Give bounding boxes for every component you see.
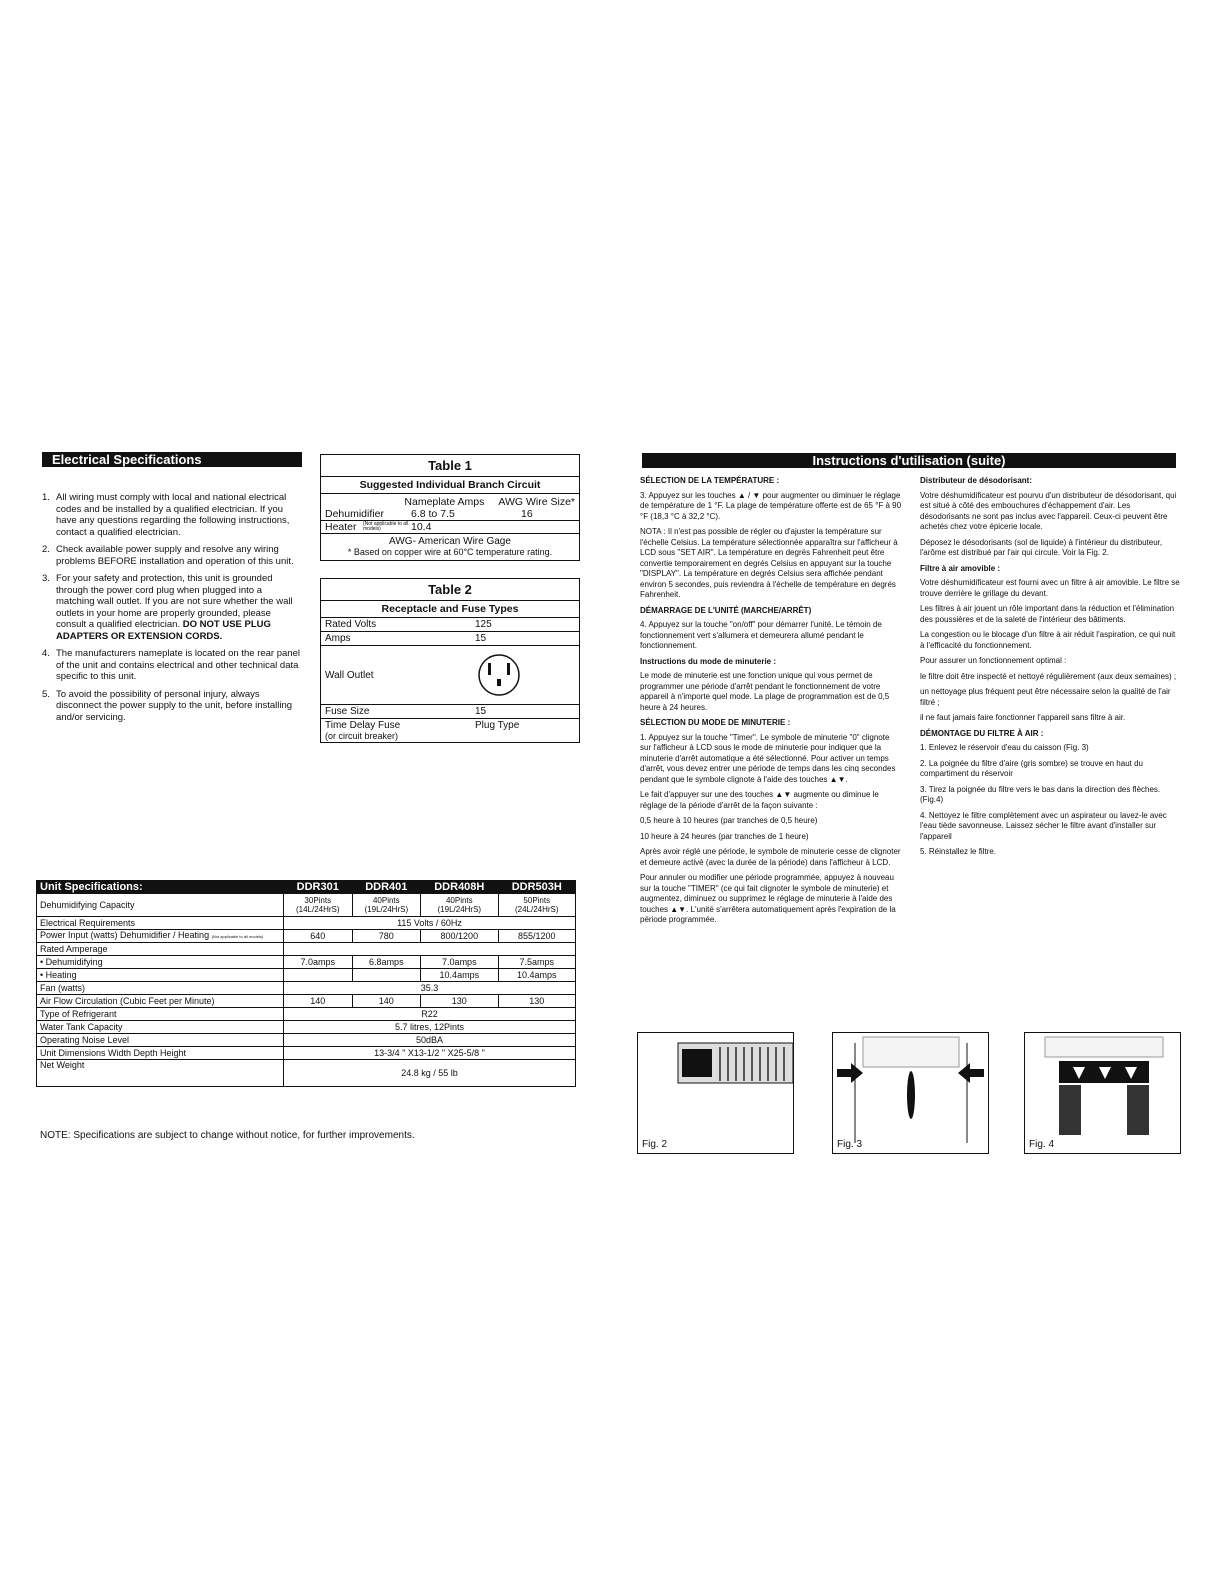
electrical-specs-header: Electrical Specifications [42, 452, 302, 467]
table-row: • Heating 10.4amps 10.4amps [37, 969, 576, 982]
table-row: Water Tank Capacity 5.7 litres, 12Pints [37, 1021, 576, 1034]
paragraph: 4. Nettoyez le filtre complètement avec un aspirateur ou lavez-le avec l'eau tiède savonneuse. Laissez sécher le filtre avant d'installer sur l'appareil [920, 810, 1167, 841]
paragraph: NOTA : Il n'est pas possible de régler ou d'ajuster la température sur l'échelle Celsius. La température sélectionnée apparaîtra sur l'afficheur à LCD sous "SET AIR". La température en degrés Fahrenheit peut être convertie temporairement en degrés Celsius en appuyant sur la touche "DISPLAY". La température en degrés Celsius sera affichée pendant environ 5 secondes, puis reviendra à l'échelle de température en degrés Fahrenheit. [640, 527, 898, 599]
paragraph: Pour assurer un fonctionnement optimal : [920, 656, 1067, 665]
table-row: • Dehumidifying 7.0amps 6.8amps 7.0amps 7.5amps [37, 956, 576, 969]
section-heading: SÉLECTION DE LA TEMPÉRATURE : [640, 476, 780, 485]
list-item: 3. For your safety and protection, this unit is grounded through the power cord plug when plugged into a matching wall outlet. If you are not sure whether the wall outlets in your home are properly grounded, please consult a qualified electrician. DO NOT USE PLUG ADAPTERS OR EXTENSION CORDS. [42, 573, 293, 642]
list-item: 1. All wiring must comply with local and national electrical codes and be installed by a qualified electrician. If you have any questions regarding the following instructions, contact a qualified electrician. [42, 492, 290, 538]
paragraph: un nettoyage plus fréquent peut être nécessaire selon la qualité de l'air filtré ; [920, 687, 1171, 707]
table-row: Type of Refrigerant R22 [37, 1008, 576, 1021]
table-2-subtitle: Receptacle and Fuse Types [321, 601, 579, 618]
electrical-list [42, 492, 300, 729]
paragraph: Les filtres à air jouent un rôle important dans la réduction et l'élimination des poussières et de la saleté de l'intérieur des bâtiments. [920, 604, 1175, 624]
paragraph: Pour annuler ou modifier une période programmée, appuyez à nouveau sur la touche "TIMER" (ce qui fait clignoter le symbole de minuterie) et augmentez, diminuez ou supprimez le réglage de minuterie à l'aide des touches ▲▼. L'unité s'arrêtera automatiquement après l'expiration de la période programmée. [640, 873, 896, 924]
figure-3-label: Fig. 3 [837, 1139, 863, 1150]
paragraph: Le fait d'appuyer sur une des touches ▲▼ augmente ou diminue le réglage de la période d'arrêt de la façon suivante : [640, 790, 879, 810]
paragraph: il ne faut jamais faire fonctionner l'appareil sans filtre à air. [920, 713, 1126, 722]
figure-4 [1024, 1032, 1181, 1154]
figure-4-label: Fig. 4 [1029, 1139, 1055, 1150]
warning-text: DO NOT USE PLUG ADAPTERS OR EXTENSION CORDS. [56, 619, 271, 642]
instructions-column-1 [640, 476, 902, 931]
paragraph: 0,5 heure à 10 heures (par tranches de 0,5 heure) [640, 816, 818, 825]
paragraph: 3. Tirez la poignée du filtre vers le bas dans la direction des flèches. (Fig.4) [920, 784, 1161, 804]
table-1-subtitle: Suggested Individual Branch Circuit [321, 477, 579, 494]
unit-specifications-table: Unit Specifications: DDR301 DDR401 DDR408H DDR503H Dehumidifying Capacity 30Pints (14L/24HrS) 40Pints (19L/24HrS) 40Pints (19L/24HrS) 50Pints (24L/24HrS) Electrical Requirements 115 Volts / 60Hz Power Input (watts) Dehumidifier / Heating (Not applicable to all models) 640 780 800/1200 855/1200 Rated Amperage • Dehumidifying 7.0amps 6.8amps 7.0amps 7.5amps • Heating 10.4amps 10.4amps Fan (watts) 35.3 Air Flow Circulation (Cubic Feet per Minute) 140 140 130 130 Type of Refrigerant R22 Water Tank Capacity 5.7 litres, 12Pints Operating Noise Level 50dBA Unit Dimensions Width Depth Height 13-3/4 " X13-1/2 " X25-5/8 " Net Weight 24.8 kg / 55 lb [36, 880, 576, 1087]
paragraph: 4. Appuyez sur la touche "on/off" pour démarrer l'unité. Le témoin de fonctionnement vert s'allumera et demeurera allumé pendant le fonctionnement. [640, 620, 882, 650]
paragraph: 10 heure à 24 heures (par tranches de 1 heure) [640, 831, 809, 841]
paragraph: 5. Réinstallez le filtre. [920, 847, 997, 856]
specs-note: NOTE: Specifications are subject to change without notice, for further improvements. [40, 1130, 415, 1141]
figure-2-label: Fig. 2 [642, 1139, 668, 1150]
instructions-column-2 [920, 476, 1180, 863]
section-heading: DÉMARRAGE DE L'UNITÉ (MARCHE/ARRÊT) [640, 605, 812, 615]
table-1-title: Table 1 [321, 455, 579, 477]
paragraph: Le mode de minuterie est une fonction unique qui vous permet de programmer une période d'arrêt pendant le fonctionnement de votre appareil à n'importe quel mode. La plage de programmation est de 0,5 heure à 24 heures. [640, 671, 890, 712]
outlet-icon [475, 651, 523, 699]
table-row: Dehumidifying Capacity 30Pints (14L/24HrS) 40Pints (19L/24HrS) 40Pints (19L/24HrS) 50Pints (24L/24HrS) [37, 894, 576, 917]
filter-removal-illustration-icon [1025, 1033, 1180, 1143]
paragraph: 1. Enlevez le réservoir d'eau du caisson (Fig. 3) [920, 743, 1089, 752]
dispenser-illustration-icon [638, 1033, 793, 1125]
section-heading: Distributeur de désodorisant: [920, 476, 1033, 485]
table-1: Table 1 Suggested Individual Branch Circuit Nameplate Amps AWG Wire Size* Dehumidifier 6.8 to 7.5 16 Heater (Not applicable to all models) 10.4 AWG- American Wire Gage * Based on copper wire at 60°C temperature rating. [320, 454, 580, 561]
instructions-header: Instructions d'utilisation (suite) [642, 453, 1176, 468]
paragraph: 3. Appuyez sur les touches ▲ / ▼ pour augmenter ou diminuer le réglage de température de 1 °F. La plage de température offerte est de 65 °F à 90 °F (18,3 °C à 32,2 °C). [640, 490, 902, 521]
list-item: 4. The manufacturers nameplate is located on the rear panel of the unit and contains electrical and other technical data specific to this unit. [42, 648, 300, 682]
paragraph: 1. Appuyez sur la touche "Timer". Le symbole de minuterie "0" clignote sur l'afficheur à LCD sous le mode de minuterie pour indiquer que la minuterie d'arrêt automatique a été sélectionné. Pour activer un temps d'arrêt, vous devez entrer une période de temps dans les cinq secondes pendant que le symbole clignote à l'aide des touches ▲▼. [640, 732, 896, 784]
paragraph: le filtre doit être inspecté et nettoyé régulièrement (aux deux semaines) ; [920, 671, 1177, 681]
table-2: Table 2 Receptacle and Fuse Types Rated Volts 125 Amps 15 Wall Outlet Fuse Size 15 Time Delay Fuse Plug Type (or circuit breaker) [320, 578, 580, 743]
figure-2 [637, 1032, 794, 1154]
unit-specs-header: Unit Specifications: [37, 881, 284, 894]
table-row: Fan (watts) 35.3 [37, 982, 576, 995]
table-row: Unit Dimensions Width Depth Height 13-3/4 " X13-1/2 " X25-5/8 " [37, 1047, 576, 1060]
paragraph: 2. La poignée du filtre d'aire (gris sombre) se trouve en haut du compartiment du réservoir [920, 758, 1143, 778]
table-2-title: Table 2 [321, 579, 579, 601]
section-heading: SÉLECTION DU MODE DE MINUTERIE : [640, 718, 791, 727]
paragraph: Votre déshumidificateur est fourni avec un filtre à air amovible. Le filtre se trouve derrière le grillage du devant. [920, 578, 1180, 598]
paragraph: Votre déshumidificateur est pourvu d'un distributeur de désodorisant, qui est situé à côté des embouchures d'échappement d'air. Les désodorisants ne sont pas inclus avec l'appareil. Ceux-ci peuvent être achetés chez votre épicerie locale. [920, 490, 1177, 531]
figure-3 [832, 1032, 989, 1154]
table-row: Power Input (watts) Dehumidifier / Heating (Not applicable to all models) 640 780 800/1200 855/1200 [37, 930, 576, 943]
table-row: Rated Amperage [37, 943, 576, 956]
paragraph: Après avoir réglé une période, le symbole de minuterie cesse de clignoter et demeure activé (avec la durée de la période) dans l'afficheur à LCD. [640, 847, 901, 867]
table-row: Net Weight 24.8 kg / 55 lb [37, 1060, 576, 1087]
section-heading: DÉMONTAGE DU FILTRE À AIR : [920, 728, 1044, 738]
tank-removal-illustration-icon [833, 1033, 988, 1143]
list-item: 2. Check available power supply and resolve any wiring problems BEFORE installation and operation of this unit. [42, 544, 294, 567]
table-row: Air Flow Circulation (Cubic Feet per Minute) 140 140 130 130 [37, 995, 576, 1008]
table-row: Electrical Requirements 115 Volts / 60Hz [37, 917, 576, 930]
paragraph: La congestion ou le blocage d'un filtre à air réduit l'aspiration, ce qui nuit à l'efficacité du fonctionnement. [920, 630, 1176, 650]
paragraph: Déposez le désodorisants (sol de liquide) à l'intérieur du distributeur, l'arôme est distribué par l'air qui circule. Voir la Fig. 2. [920, 537, 1163, 557]
section-heading: Instructions du mode de minuterie : [640, 656, 777, 666]
list-item: 5. To avoid the possibility of personal injury, always disconnect the power supply to the unit, before installing and/or servicing. [42, 688, 293, 723]
section-heading: Filtre à air amovible : [920, 563, 1001, 573]
table-row: Operating Noise Level 50dBA [37, 1034, 576, 1047]
